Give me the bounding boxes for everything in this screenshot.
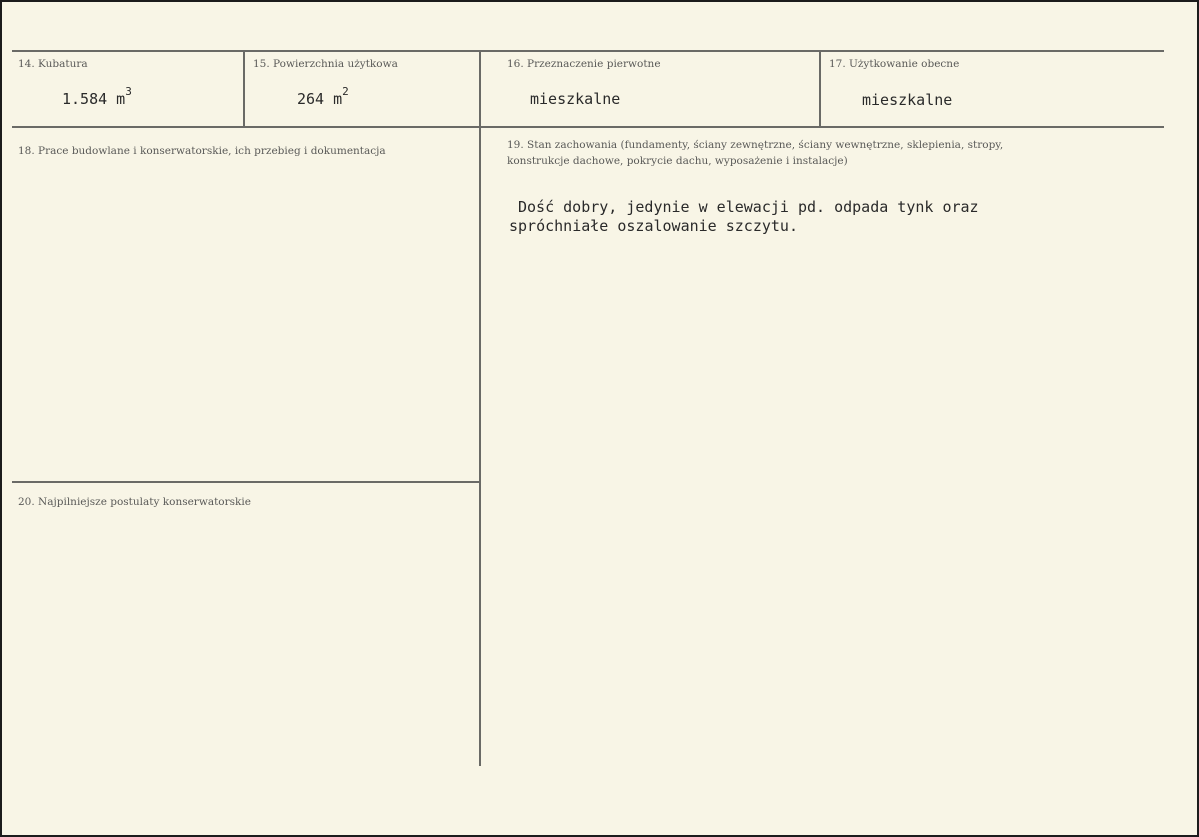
- record-card: [2, 2, 1197, 835]
- column-divider-3: [819, 50, 821, 126]
- top-rule: [12, 50, 1164, 52]
- stan-text-line2: spróchniałe oszalowanie szczytu.: [509, 217, 798, 235]
- left-column-divider: [12, 481, 480, 483]
- column-divider-1: [243, 50, 245, 126]
- stan-text-line1: Dość dobry, jedynie w elewacji pd. odpada tynk oraz: [518, 198, 979, 216]
- kubatura-exponent: 3: [125, 85, 132, 98]
- powierzchnia-label: 15. Powierzchnia użytkowa: [253, 58, 398, 70]
- uzytkowanie-label: 17. Użytkowanie obecne: [829, 58, 960, 70]
- row-divider: [12, 126, 1164, 128]
- prace-label: 18. Prace budowlane i konserwatorskie, ich przebieg i dokumentacja: [18, 145, 386, 157]
- column-divider-2: [479, 50, 481, 766]
- stan-label-line2: konstrukcje dachowe, pokrycie dachu, wyposażenie i instalacje): [507, 155, 848, 167]
- uzytkowanie-value: mieszkalne: [862, 91, 953, 109]
- postulaty-label: 20. Najpilniejsze postulaty konserwatorskie: [18, 496, 251, 508]
- przeznaczenie-label: 16. Przeznaczenie pierwotne: [507, 58, 661, 70]
- stan-label-line1: 19. Stan zachowania (fundamenty, ściany zewnętrzne, ściany wewnętrzne, sklepienia, stropy,: [507, 139, 1004, 151]
- kubatura-value: 1.584 $m^3$: [62, 85, 132, 108]
- kubatura-label: 14. Kubatura: [18, 58, 88, 70]
- przeznaczenie-value: mieszkalne: [530, 90, 621, 108]
- powierzchnia-exponent: 2: [342, 85, 349, 98]
- powierzchnia-value: 264 $m^2$: [297, 85, 349, 108]
